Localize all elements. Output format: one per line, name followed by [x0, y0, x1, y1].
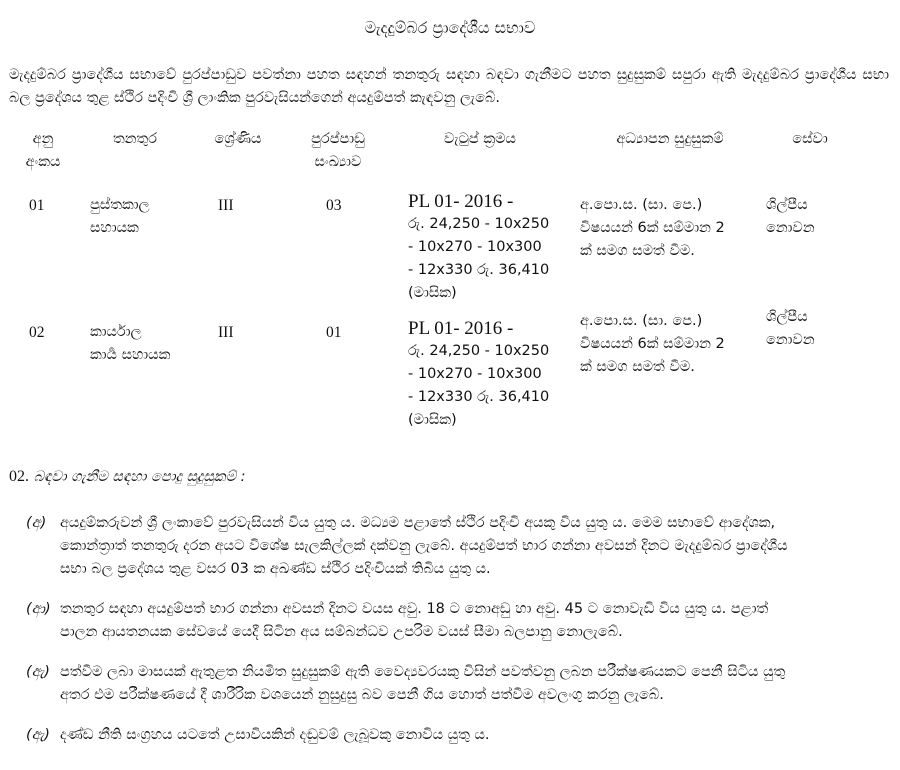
qualification-item: (ආ) තනතුර සඳහා අයදුම්පත් භාර ගන්නා අවසන් දිනට වයස අවු. 18 ට නොඅඩු හා අවු. 45 ට නොවැඩි විය යුතු ය. පළාත් පාලන ආයතනයක සේවයේ යෙදී සිටින අය සම්බන්ධව උපරිම වයස් සීමා බලපානු නොලැබේ. [26, 598, 888, 621]
page-title: මැදදුම්බර ප්‍රාදේශීය සභාව [364, 18, 536, 37]
row-no: 02 [29, 324, 45, 341]
item-marker: (ඇ) [26, 664, 50, 680]
row-salary: PL 01- 2016 - රු. 24,250 - 10x250 - 10x270 - 10x300 - 12x330 රු. 36,410 (මාසික) [408, 191, 550, 301]
header-vacancies: පුරප්පාඩු සංඛ්‍යාව [311, 131, 365, 170]
row-education: අ.පො.ස. (සා. පෙ.) විෂයයන් 6ක් සම්මාන 2 ක් සමග සමත් වීම. [580, 313, 725, 375]
row-service: ශිල්පීය නොවන [766, 309, 815, 348]
qualification-item: (අ) අයදුම්කරුවන් ශ්‍රී ලංකාවේ පුරවැසියන් විය යුතු ය. මධ්‍යම පළාතේ ස්ථිර පදිංචි අයකු විය යුතු ය. මෙම සභාවේ ආදේශක, කොන්ත්‍රාත් තනතුරු දරන අයට විශේෂ සැලකිල්ලක් දක්වනු ලැබේ. අයදුම්පත් භාර ගන්නා අවසන් දිනට මැදදුම්බර ප්‍රාදේශීය සභා බල ප්‍රදේශය තුළ වසර 03 ක අඛණ්ඩ ස්ථිර පදිංචියක් තිබිය යුතු ය. [26, 512, 888, 535]
row-service: ශිල්පීය නොවන [766, 197, 815, 236]
row-grade: III [218, 197, 234, 214]
section-heading [9, 468, 246, 486]
header-salary: වැටුප් ක්‍රමය [444, 131, 516, 147]
row-vacancies: 01 [326, 324, 342, 341]
row-post: පුස්තකාල සහායක [90, 197, 150, 236]
section-title: බඳවා ගැනීම සඳහා පොදු සුදුසුකම් : [33, 469, 246, 485]
section-number: 02. [9, 468, 29, 485]
row-salary: PL 01- 2016 - රු. 24,250 - 10x250 - 10x270 - 10x300 - 12x330 රු. 36,410 (මාසික) [408, 318, 550, 428]
row-grade: III [218, 324, 234, 341]
intro-paragraph: මැදදුම්බර ප්‍රාදේශීය සභාවේ පුරප්පාඩුව පවත්නා පහත සඳහන් තනතුරු සඳහා බඳවා ගැනීමට පහත සුදුසුකම් සපුරා ඇති මැදදුම්බර ප්‍රාදේශීය සභා බල ප්‍රදේශය තුළ ස්ථිර පදිංචි ශ්‍රී ලාංකික පුරවැසියන්ගෙන් අයදුම්පත් කැඳවනු ලැබේ. [9, 67, 889, 106]
qualification-item: (ඇ) පත්වීම ලබා මාසයක් ඇතුළත නියමිත සුදුසුකම් ඇති වෛද්‍යවරයකු විසින් පවත්වනු ලබන පරීක්ෂණයකට පෙනී සිටිය යුතු අතර එම පරීක්ෂණයේ දී ශාරීරික වශයෙන් නුසුදුසු බව පෙනී ගිය හොත් පත්වීම අවලංගු කරනු ලැබේ. [26, 661, 888, 684]
header-post: තනතුර [112, 131, 158, 147]
row-post: කාර්යාල කාර්‍ය සහායක [90, 324, 171, 363]
row-no: 01 [29, 197, 45, 214]
header-service: සේවා [792, 131, 828, 147]
item-marker: (ඇ) [26, 727, 50, 743]
item-marker: (ආ) [26, 601, 51, 617]
header-no: අනු අංකය [25, 131, 61, 170]
row-vacancies: 03 [326, 197, 342, 214]
row-education: අ.පො.ස. (සා. පෙ.) විෂයයන් 6ක් සම්මාන 2 ක් සමග සමත් වීම. [580, 197, 725, 259]
item-marker: (අ) [26, 515, 47, 531]
header-grade: ශ්‍රේණිය [214, 131, 262, 147]
qualification-item: (ඇ) දණ්ඩ නීති සංග්‍රහය යටතේ උසාවියකින් දඬුවම් ලැබූවකු නොවිය යුතු ය. [26, 724, 888, 747]
header-education: අධ්‍යාපන සුදුසුකම් [616, 131, 724, 147]
